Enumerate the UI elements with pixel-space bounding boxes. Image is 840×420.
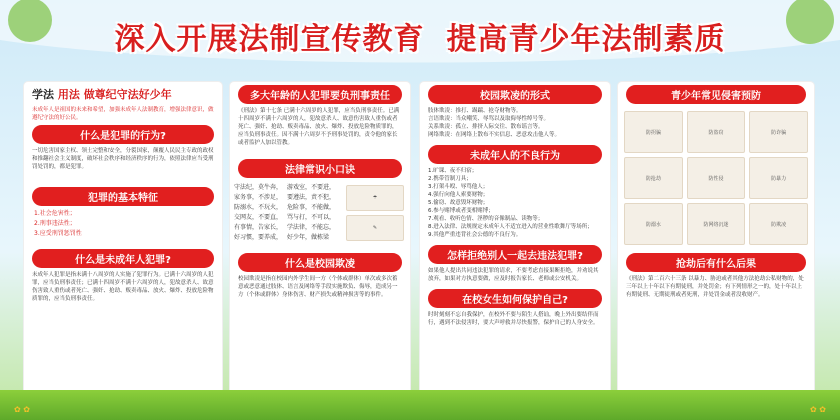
intro-text: 未成年人是祖国的未来和希望，加强未成年人法制教育，增强法律意识，做遵纪守法的好公民。 [32,107,214,121]
panel-middle-left [230,82,410,402]
lead-slogan: 学法 用法 做尊纪守法好少年 [32,88,172,101]
prevention-card-5: 防性侵 [687,157,746,199]
juvenile-crime-text: 未成年人犯罪是指未满十八周岁的人实施了犯罪行为。已满十六周岁的人犯罪，应当负刑事责任；已满十四周岁不满十六周岁的人，犯故意杀人、故意伤害致人重伤或者死亡、强奸、抢劫、贩卖毒品、放火、爆炸、投放危险物质罪的，应当负刑事责任。 [32,272,214,302]
age-liability-text: 《刑法》第十七条 已满十六周岁的人犯罪，应当负刑事责任。已满十四周岁不满十六周岁的人，犯故意杀人、故意伤害致人重伤或者死亡、强奸、抢劫、贩卖毒品、放火、爆炸、投放危险物质罪的，应当负刑事责任。因不满十六周岁不予刑事处罚的，责令他的家长或者监护人加以管教。 [238,108,400,146]
heading-juvenile-crime: 什么是未成年人犯罪? [32,249,214,268]
bad-behavior-3: 3.打架斗殴、辱骂他人； [428,184,489,190]
prevention-card-9: 防欺凌 [749,203,808,245]
feature-2: 2.刑事违法性； [34,220,76,227]
heading-infringement-prevention: 青少年常见侵害预防 [626,85,806,104]
bullying-form-2: 言语欺凌：当众嘲笑、辱骂以及取侮辱性绰号等。 [428,116,550,122]
heading-girls-protection: 在校女生如何保护自己? [428,289,602,308]
illustration-image-2: ✎ [346,215,404,241]
heading-campus-bullying: 什么是校园欺凌 [238,253,402,272]
bullying-form-3: 关系欺凌：孤立、排挤人际交往、散布谣言等。 [428,124,544,130]
feature-1: 1.社会危害性； [34,210,76,217]
bullying-form-4: 网络欺凌：在网络上散布不实信息、恶意攻击他人等。 [428,132,561,138]
prevention-card-2: 防盗窃 [687,111,746,153]
flower-icon: ✿ ✿ [14,405,30,414]
heading-refuse-crime: 怎样拒绝别人一起去违法犯罪? [428,245,602,264]
bad-behavior-4: 4.强行向他人索要财物； [428,192,489,198]
heading-bullying-forms: 校园欺凌的形式 [428,85,602,104]
girls-protection-text: 时时刻刻不忘自我保护，在校外不要与陌生人搭讪，晚上外出要结伴而行，遇到不法侵害时，要大声呼救并尽快报警，保护自己的人身安全。 [428,312,599,326]
robbery-consequences-text: 《刑法》第二百六十三条 以暴力、胁迫或者其他方法抢劫公私财物的，处三年以上十年以下有期徒刑，并处罚金；有下列情形之一的，处十年以上有期徒刑、无期徒刑或者死刑，并处罚金或者没收财产。 [626,276,804,298]
flower-icon: ✿ ✿ [810,405,826,414]
refuse-crime-text: 如果他人提出共同违法犯罪的请求，不要考虑直接果断拒绝，并劝说其放弃，如果对方执意要做，应及时报告家长、老师或公安机关。 [428,268,599,282]
prevention-card-8: 防网络沉迷 [687,203,746,245]
bad-behavior-7: 7.观看、收听色情、淫秽的音像制品、读物等； [428,216,544,222]
illustration-image-1: ☂ [346,185,404,211]
title-part2: 提高青少年法制素质 [446,22,726,57]
campus-bullying-text: 校园欺凌是指在校园内外学生间一方（个体或群体）单次或多次蓄意或恶意通过肢体、语言及网络等手段实施欺负、侮辱，造成另一方（个体或群体）身体伤害、财产损失或精神损害等的事件。 [238,276,398,298]
heading-law-rhymes: 法律常识小口诀 [238,159,402,178]
bullying-form-1: 肢体欺凌：推打、踢踹、抢夺财物等。 [428,108,522,114]
heading-crime-behavior: 什么是犯罪的行为? [32,125,214,144]
prevention-card-1: 防拐骗 [624,111,683,153]
bad-behavior-6: 6.参与赌博或者变相赌博； [428,208,494,214]
panel-right [618,82,814,402]
panel-left [24,82,222,402]
bad-behavior-5: 5.偷窃、故意毁坏财物； [428,200,489,206]
prevention-card-6: 防暴力 [749,157,808,199]
prevention-card-7: 防溺水 [624,203,683,245]
prevention-cards [618,107,814,249]
rhymes-illustration [340,181,410,245]
bad-behavior-1: 1.旷课、夜不归宿； [428,168,478,174]
panel-middle-right [420,82,610,402]
grass-ground [0,390,840,420]
crime-definition-text: 一切危害国家主权、领土完整和安全，分裂国家，颠覆人民民主专政的政权和推翻社会主义制度，破坏社会秩序和经济秩序的行为，依照法律应当受刑罚处罚的，都是犯罪。 [32,148,214,170]
prevention-card-3: 防诈骗 [749,111,808,153]
bad-behavior-9: 9.其他严重违背社会公德的不良行为。 [428,232,522,238]
heading-robbery-consequences: 抢劫后有什么后果 [626,253,806,272]
heading-crime-features: 犯罪的基本特征 [32,187,214,206]
title-part1: 深入开展法制宣传教育 [114,22,425,57]
page-title [0,14,840,58]
heading-bad-behaviors: 未成年人的不良行为 [428,145,602,164]
law-rhymes: 守法纪，莫牛奔， 游戏室，不要进， 家务事，不涉足， 要遵法，责不犯， 防溺水，不玩火， 危险事，不能做， 交网友，不要直， 骂与打，不可以， 有事情，告家长， 学法律，不能忘， 好习惯，要养成， 好少年，做栋梁 [234,184,336,241]
heading-age-liability: 多大年龄的人犯罪要负刑事责任 [238,85,402,104]
bad-behavior-8: 8.进入法律、法规规定未成年人不适宜进入的营业性歌舞厅等场所； [428,224,593,230]
bad-behavior-2: 2.携带管制刀具； [428,176,472,182]
prevention-card-4: 防抢劫 [624,157,683,199]
feature-3: 3.应受刑罚惩罚性 [34,230,82,237]
